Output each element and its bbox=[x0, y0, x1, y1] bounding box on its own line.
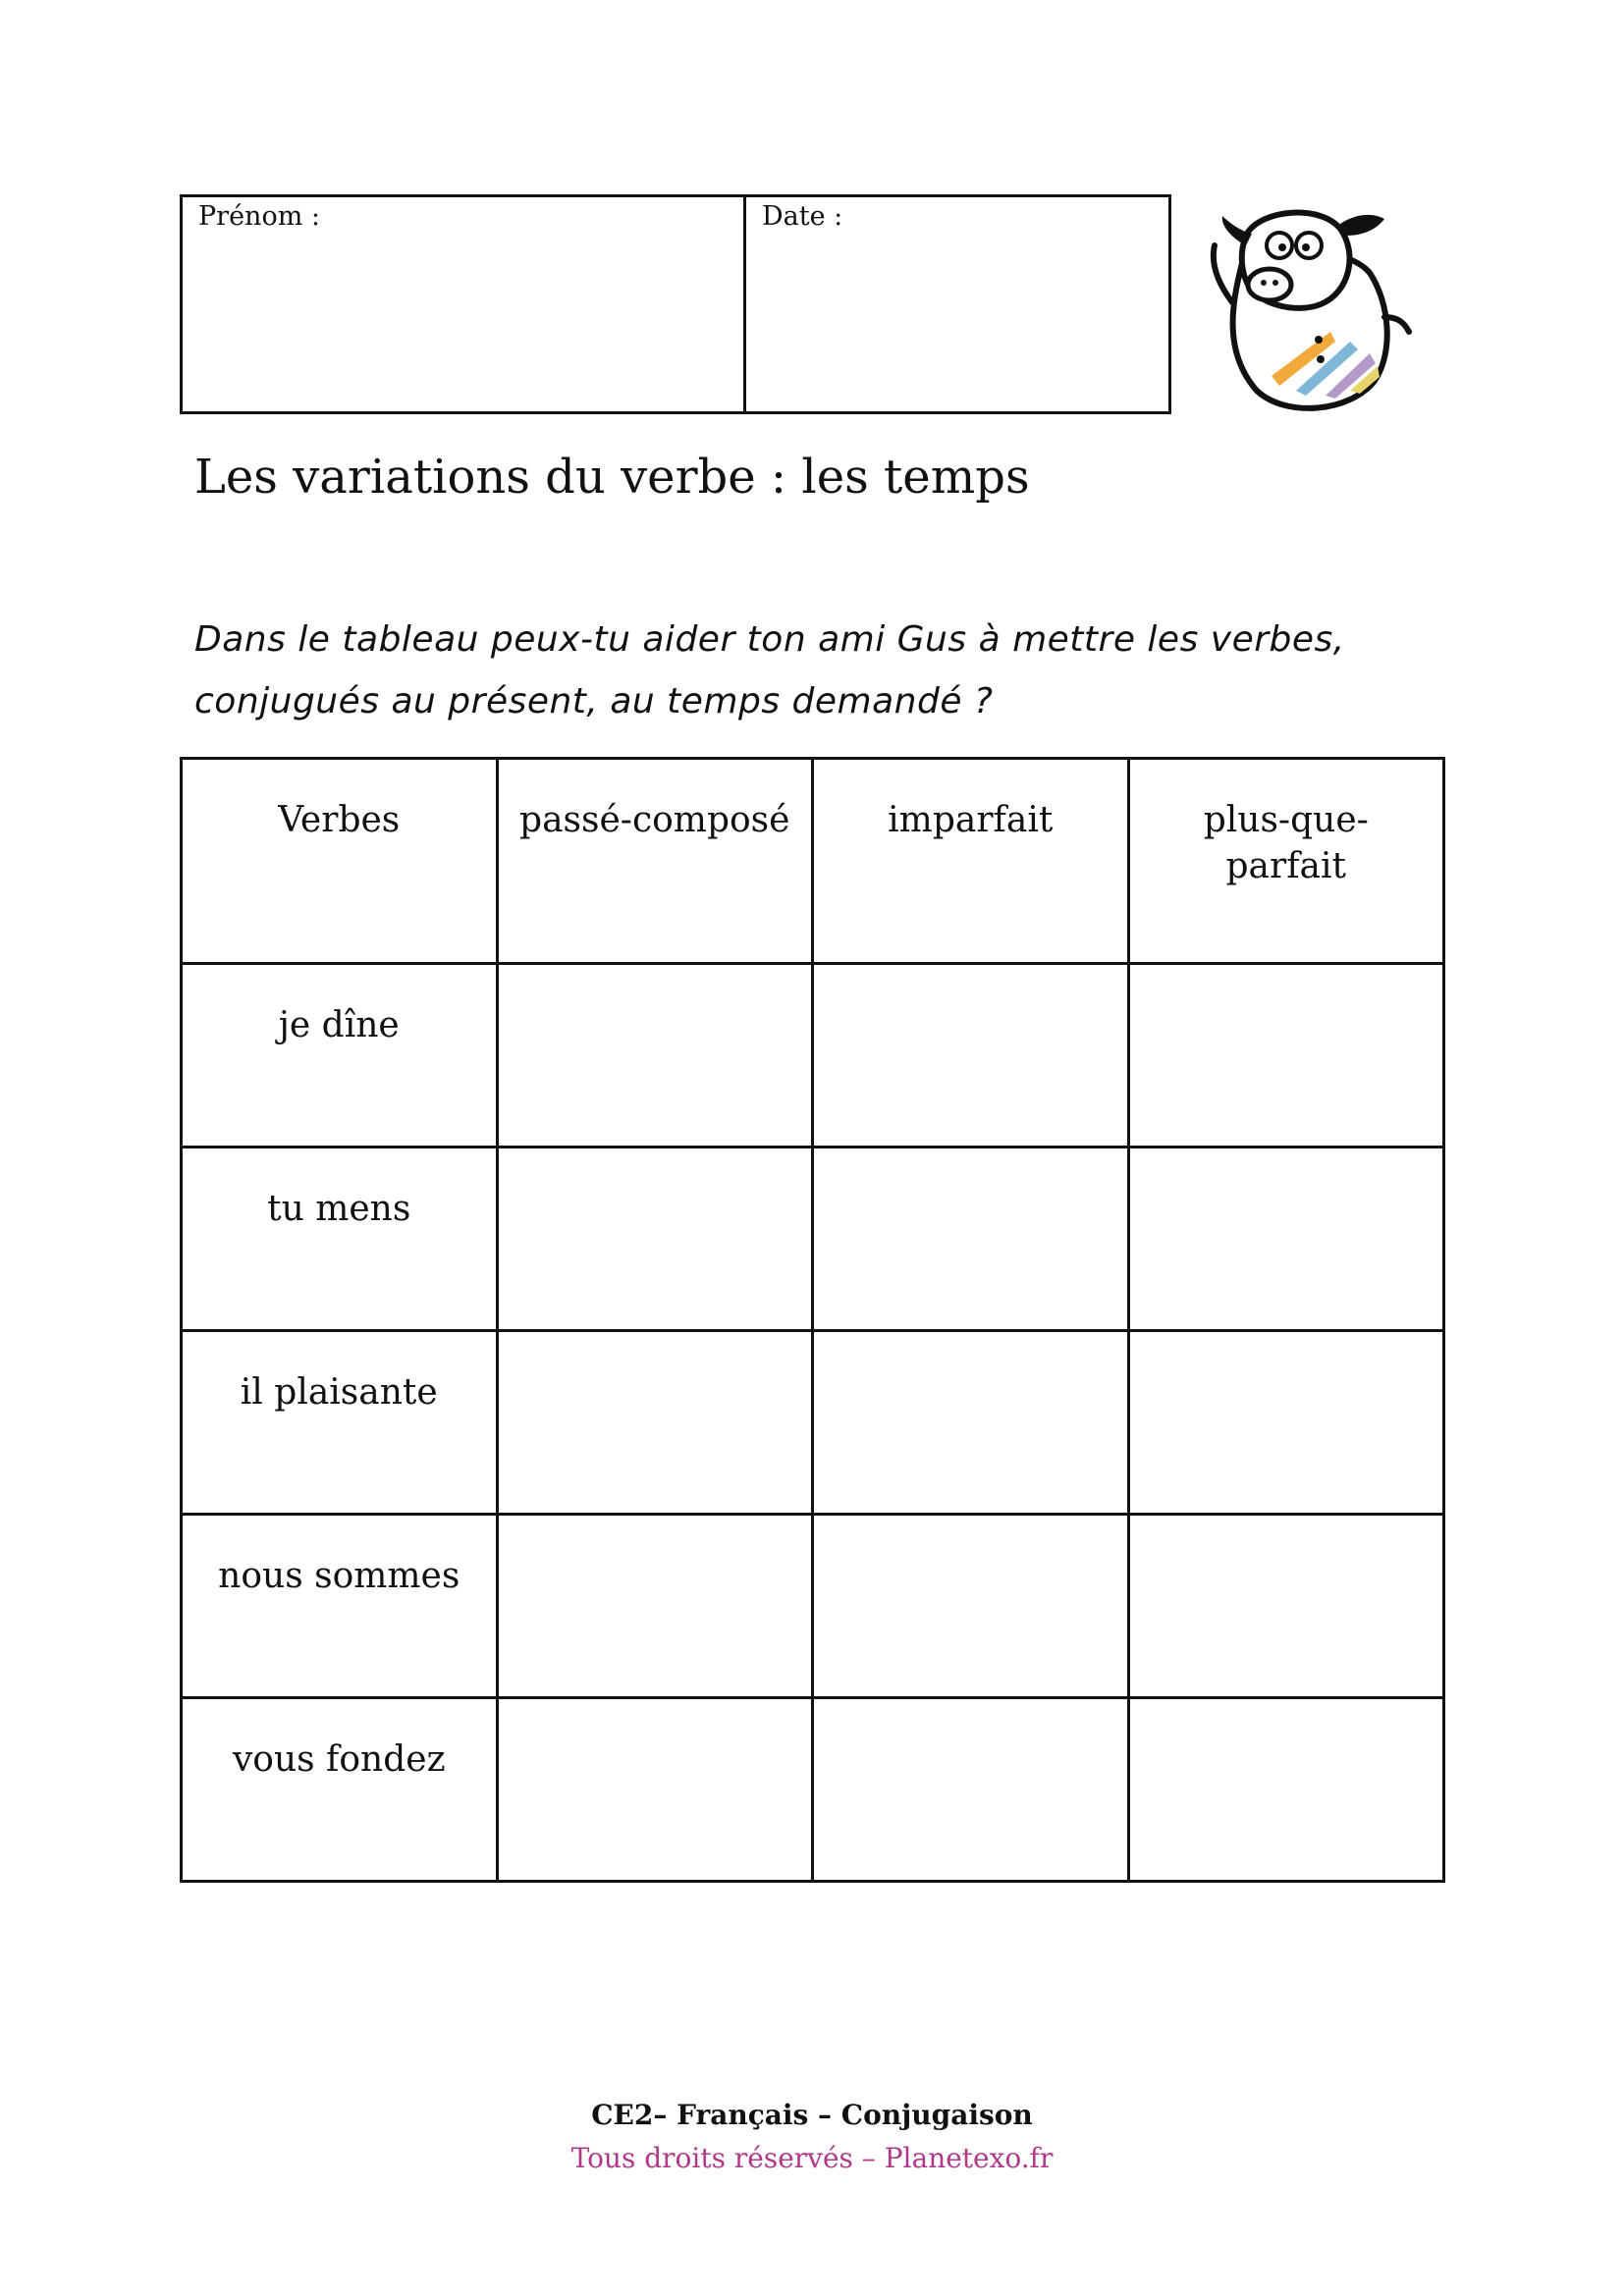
answer-cell[interactable] bbox=[813, 1148, 1129, 1331]
table-row bbox=[182, 1148, 1444, 1331]
date-field[interactable] bbox=[746, 197, 1168, 411]
verb-cell: vous fondez bbox=[182, 1698, 498, 1882]
footer-subject: CE2– Français – Conjugaison bbox=[591, 2099, 1033, 2131]
date-label: Date : bbox=[762, 201, 843, 232]
column-header: Verbes bbox=[182, 759, 498, 964]
table-header-row bbox=[182, 759, 1444, 964]
table-row bbox=[182, 964, 1444, 1148]
answer-cell[interactable] bbox=[813, 1515, 1129, 1698]
student-info-box bbox=[180, 194, 1171, 414]
answer-cell[interactable] bbox=[497, 964, 813, 1148]
answer-cell[interactable] bbox=[813, 964, 1129, 1148]
verb-cell: je dîne bbox=[182, 964, 498, 1148]
answer-cell[interactable] bbox=[813, 1331, 1129, 1515]
answer-cell[interactable] bbox=[1128, 1148, 1444, 1331]
verb-cell: il plaisante bbox=[182, 1331, 498, 1515]
answer-cell[interactable] bbox=[813, 1698, 1129, 1882]
answer-cell[interactable] bbox=[1128, 1331, 1444, 1515]
sheep-mascot-illustration bbox=[1203, 194, 1414, 415]
page-title: Les variations du verbe : les temps bbox=[194, 450, 1030, 505]
answer-cell[interactable] bbox=[1128, 1515, 1444, 1698]
answer-cell[interactable] bbox=[497, 1148, 813, 1331]
exercise-instruction: Dans le tableau peux-tu aider ton ami Gus à mettre les verbes, conjugués au présent, au temps demandé ? bbox=[194, 619, 1345, 721]
column-header: plus-que-parfait bbox=[1128, 759, 1444, 964]
verb-cell: tu mens bbox=[182, 1148, 498, 1331]
answer-cell[interactable] bbox=[497, 1515, 813, 1698]
column-header: imparfait bbox=[813, 759, 1129, 964]
first-name-label: Prénom : bbox=[198, 201, 320, 232]
table-row bbox=[182, 1698, 1444, 1882]
verb-cell: nous sommes bbox=[182, 1515, 498, 1698]
conjugation-table bbox=[180, 757, 1445, 1883]
answer-cell[interactable] bbox=[1128, 964, 1444, 1148]
first-name-field[interactable] bbox=[183, 197, 746, 411]
answer-cell[interactable] bbox=[497, 1331, 813, 1515]
answer-cell[interactable] bbox=[1128, 1698, 1444, 1882]
table-row bbox=[182, 1331, 1444, 1515]
column-header: passé-composé bbox=[497, 759, 813, 964]
footer-copyright: Tous droits réservés – Planetexo.fr bbox=[570, 2142, 1054, 2174]
table-row bbox=[182, 1515, 1444, 1698]
answer-cell[interactable] bbox=[497, 1698, 813, 1882]
